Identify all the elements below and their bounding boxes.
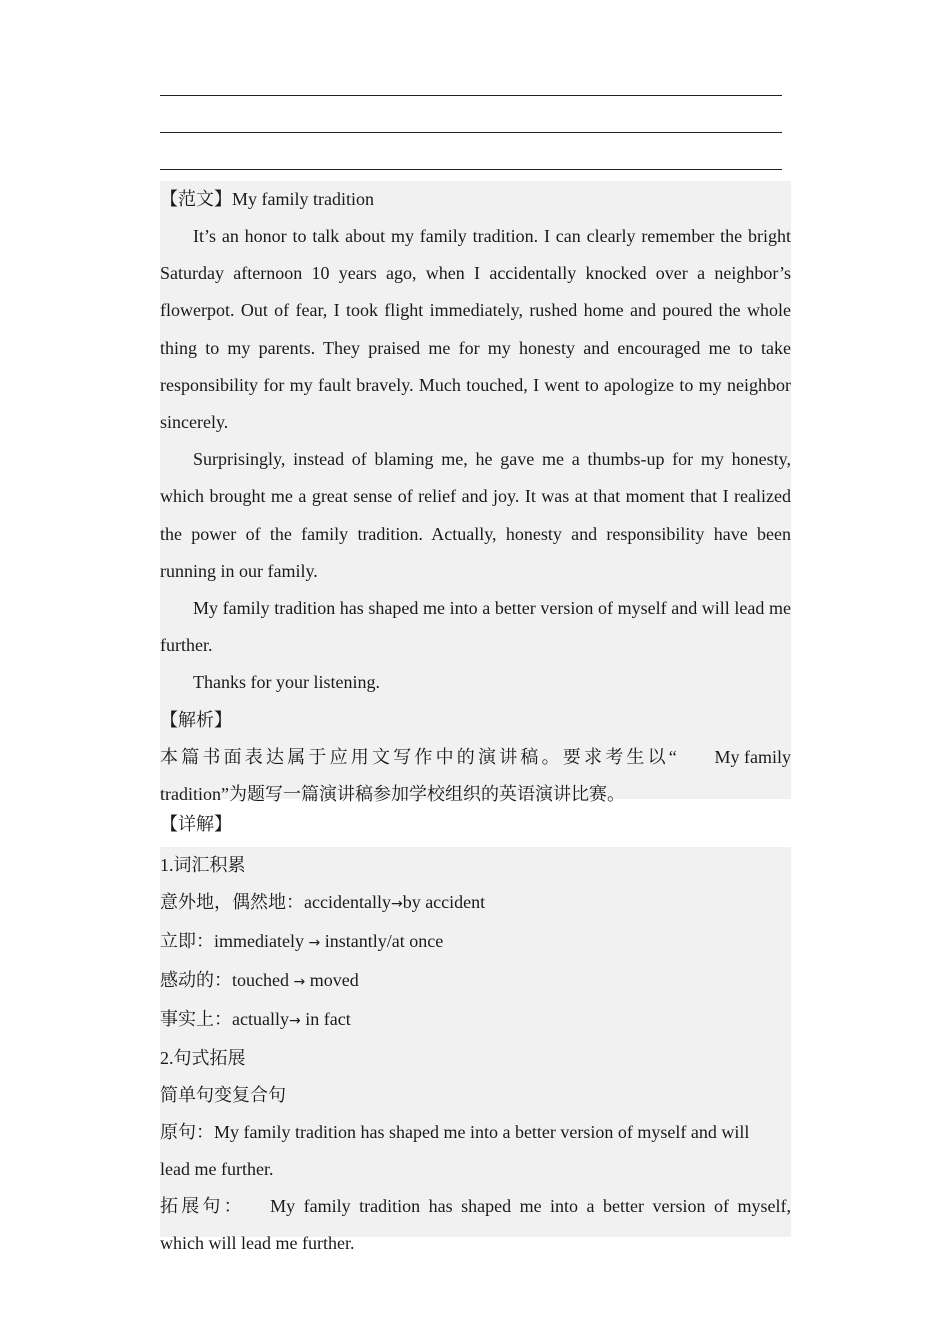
vocab-from: touched — [232, 970, 294, 990]
essay-paragraph-2: Surprisingly, instead of blaming me, he gave me a thumbs-up for my honesty, which brought me a great sense of relief and joy. It was at that moment that I realized the power of the family tradition. Actually, honesty and responsibility have been running in our family. — [160, 449, 791, 581]
vocab-to: by accident — [402, 892, 486, 912]
arrow-icon: → — [308, 935, 321, 951]
expanded-sentence-line-2: which will lead me further. — [160, 1233, 355, 1253]
expanded-sentence: My family tradition has shaped me into a better version of myself, — [270, 1196, 791, 1216]
analysis-text-en-2: tradition — [160, 783, 221, 804]
essay-heading — [160, 181, 791, 218]
arrow-icon: → — [390, 896, 403, 912]
answer-line — [160, 169, 782, 170]
original-sentence-line-1 — [160, 1114, 791, 1151]
details-block — [160, 847, 791, 1253]
vocab-from: accidentally — [304, 892, 391, 912]
analysis-text-cn-2: ”为题写一篇演讲稿参加学校组织的英语演讲比赛。 — [221, 783, 625, 804]
vocab-to: in fact — [300, 1009, 351, 1029]
answer-line — [160, 95, 782, 96]
vocab-cn: 感动的： — [160, 970, 232, 990]
answer-line — [160, 132, 782, 133]
vocab-to: moved — [305, 970, 359, 990]
original-label: 原句： — [160, 1122, 214, 1142]
original-sentence: My family tradition has shaped me into a better version of myself and will — [214, 1122, 750, 1142]
analysis-heading: 【解析】 — [160, 709, 232, 730]
expanded-sentence-line-1 — [160, 1188, 791, 1225]
sentence-section-subtitle: 简单句变复合句 — [160, 1085, 286, 1105]
essay-title: My family tradition — [232, 189, 374, 209]
vocab-section-title: 1.词汇积累 — [160, 855, 246, 875]
vocab-from: immediately — [214, 931, 309, 951]
vocab-cn: 意外地，偶然地： — [160, 892, 304, 912]
vocab-item — [160, 884, 791, 923]
vocab-cn: 立即： — [160, 931, 214, 951]
essay-heading-label: 【范文】 — [160, 189, 232, 209]
essay-paragraph-3: My family tradition has shaped me into a better version of myself and will lead me further. — [160, 598, 791, 656]
vocab-to: instantly/at once — [320, 931, 444, 951]
vocab-from: actually — [232, 1009, 289, 1029]
analysis-text-en: My family — [714, 746, 791, 767]
vocab-cn: 事实上： — [160, 1009, 232, 1029]
vocab-item — [160, 962, 791, 1001]
essay-paragraph-1: It’s an honor to talk about my family tradition. I can clearly remember the bright Saturday afternoon 10 years ago, when I accidentally knocked over a neighbor’s flowerpot. Out of fear, I took flight immediately, rushed home and poured the whole thing to my parents. They praised me for my honesty and encouraged me to take responsibility for my fault bravely. Much touched, I went to apologize to my neighbor sincerely. — [160, 226, 791, 433]
sentence-section-title: 2.句式拓展 — [160, 1048, 246, 1068]
analysis-text-line-1 — [160, 739, 791, 776]
essay-paragraph-4: Thanks for your listening. — [193, 672, 380, 693]
analysis-text-cn: 本篇书面表达属于应用文写作中的演讲稿。要求考生以“ — [160, 746, 680, 767]
vocab-item — [160, 923, 791, 962]
expanded-label: 拓展句： — [160, 1196, 245, 1216]
arrow-icon: → — [288, 1013, 301, 1029]
model-essay-block — [160, 181, 791, 804]
vocab-item — [160, 1001, 791, 1040]
arrow-icon: → — [293, 974, 306, 990]
details-heading: 【详解】 — [160, 806, 791, 843]
original-sentence-line-2: lead me further. — [160, 1159, 274, 1179]
